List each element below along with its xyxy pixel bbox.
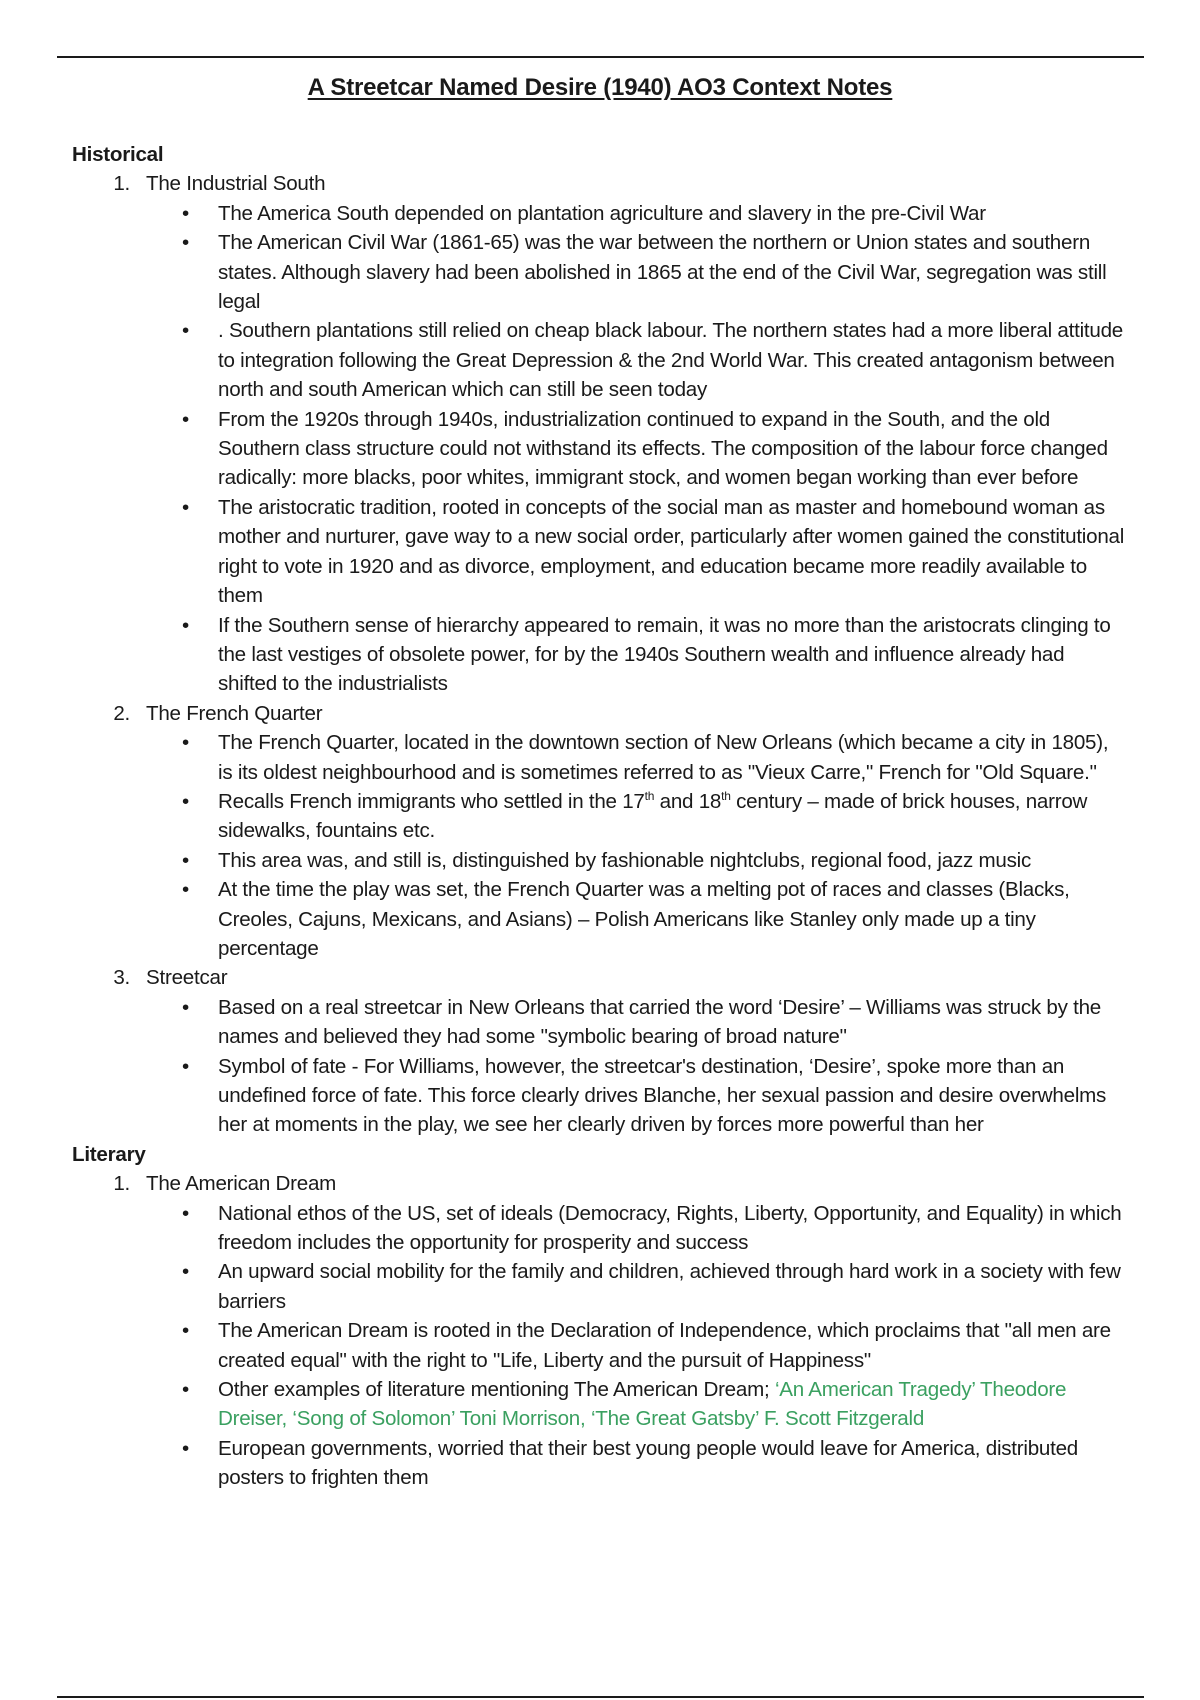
list-item <box>72 493 1132 611</box>
bullet-list-streetcar <box>72 993 1132 1140</box>
literature-examples: ‘An American Tragedy’ Theodore Dreiser, ‘Song of Solomon’ Toni Morrison, ‘The Great Gatsby’ F. Scott Fitzgerald <box>218 1378 1067 1431</box>
bullet-text-part: Recalls French immigrants who settled in the 17 <box>218 789 645 813</box>
topic-american-dream <box>72 1169 1132 1198</box>
bullet-text-part: and 18 <box>654 789 722 813</box>
bullet-text <box>218 790 1087 842</box>
bullet-text-part: Other examples of literature mentioning The American Dream; <box>218 1378 775 1402</box>
bullet-icon: • <box>182 878 189 902</box>
bullet-text-part: century – made of brick houses, narrow sidewalks, fountains etc. <box>218 789 1088 843</box>
bullet-text: The American Civil War (1861-65) was the war between the northern or Union states and southern states. Although slavery had been abolished in 1865 at the end of the Civil War, segregation was still legal <box>218 231 1107 314</box>
bullet-text: This area was, and still is, distinguished by fashionable nightclubs, regional food, jazz music <box>218 848 1032 872</box>
bullet-icon: • <box>182 995 189 1019</box>
bullet-icon: • <box>182 495 189 519</box>
list-item <box>72 875 1132 963</box>
topic-french-quarter <box>72 699 1132 728</box>
bullet-icon: • <box>182 1378 189 1402</box>
topic-title: The Industrial South <box>146 172 326 196</box>
bullet-text: From the 1920s through 1940s, industrialization continued to expand in the South, and the old Southern class structure could not withstand its effects. The composition of the labour force changed radically: more blacks, poor whites, immigrant stock, and women began working than ever before <box>218 407 1108 490</box>
bullet-icon: • <box>182 1436 189 1460</box>
bottom-rule <box>57 1696 1144 1698</box>
list-item <box>72 993 1132 1052</box>
list-item <box>72 787 1132 846</box>
bullet-icon: • <box>182 731 189 755</box>
list-item <box>72 228 1132 316</box>
list-item <box>72 1434 1132 1493</box>
list-item <box>72 1199 1132 1258</box>
bullet-icon: • <box>182 407 189 431</box>
topic-industrial-south <box>72 169 1132 198</box>
bullet-icon: • <box>182 1260 189 1284</box>
topic-title: The American Dream <box>146 1172 337 1196</box>
bullet-icon: • <box>182 1054 189 1078</box>
bullet-icon: • <box>182 613 189 637</box>
topic-number: 1. <box>113 172 130 196</box>
bullet-text <box>218 1378 1066 1430</box>
list-item <box>72 611 1132 699</box>
bullet-text: Symbol of fate - For Williams, however, the streetcar's destination, ‘Desire’, spoke more than an undefined force of fate. This force clearly drives Blanche, her sexual passion and desire overwhelms her at moments in the play, we see her clearly driven by forces more powerful than her <box>218 1054 1107 1137</box>
section-heading-historical: Historical <box>72 143 164 166</box>
bullet-text: At the time the play was set, the French Quarter was a melting pot of races and classes (Blacks, Creoles, Cajuns, Mexicans, and Asians) – Polish Americans like Stanley only made up a tiny percentage <box>218 878 1070 960</box>
topic-title: The French Quarter <box>146 701 323 725</box>
topic-title: Streetcar <box>146 966 228 990</box>
list-item <box>72 1257 1132 1316</box>
document-title: A Streetcar Named Desire (1940) AO3 Context Notes <box>307 74 893 101</box>
notes-body <box>72 140 1132 1493</box>
bullet-icon: • <box>182 1319 189 1343</box>
list-item <box>72 405 1132 493</box>
bullet-list-industrial-south <box>72 199 1132 699</box>
bullet-text: National ethos of the US, set of ideals (Democracy, Rights, Liberty, Opportunity, and Equality) in which freedom includes the opportunity for prosperity and success <box>218 1201 1122 1255</box>
bullet-text: The American Dream is rooted in the Declaration of Independence, which proclaims that "all men are created equal" with the right to "Life, Liberty and the pursuit of Happiness" <box>218 1319 1111 1372</box>
bullet-text: European governments, worried that their best young people would leave for America, distributed posters to frighten them <box>218 1436 1079 1490</box>
list-item <box>72 1375 1132 1434</box>
bullet-text: The aristocratic tradition, rooted in concepts of the social man as master and homebound woman as mother and nurturer, gave way to a new social order, particularly after women gained the constitutional right to vote in 1920 and as divorce, employment, and education became more readily available to them <box>218 495 1125 608</box>
bullet-text: Based on a real streetcar in New Orleans that carried the word ‘Desire’ – Williams was struck by the names and believed they had some "symbolic bearing of broad nature" <box>218 995 1102 1049</box>
bullet-icon: • <box>182 789 189 813</box>
ordinal-suffix: th <box>644 788 655 803</box>
topic-number: 1. <box>113 1172 130 1196</box>
list-item <box>72 199 1132 228</box>
bullet-icon: • <box>182 231 189 255</box>
section-heading-literary: Literary <box>72 1142 146 1166</box>
top-rule <box>57 56 1144 58</box>
bullet-icon: • <box>182 201 189 225</box>
bullet-icon: • <box>182 848 189 872</box>
bullet-text: An upward social mobility for the family and children, achieved through hard work in a society with few barriers <box>218 1260 1121 1313</box>
list-item <box>72 846 1132 875</box>
bullet-text: The America South depended on plantation agriculture and slavery in the pre-Civil War <box>218 201 986 225</box>
bullet-icon: • <box>182 319 189 343</box>
bullet-text: If the Southern sense of hierarchy appeared to remain, it was no more than the aristocrats clinging to the last vestiges of obsolete power, for by the 1940s Southern wealth and influence already had shifted to the industrialists <box>218 613 1111 696</box>
topic-number: 2. <box>113 701 130 725</box>
topic-streetcar <box>72 963 1132 992</box>
list-item <box>72 1316 1132 1375</box>
topic-number: 3. <box>113 966 130 990</box>
list-item <box>72 728 1132 787</box>
bullet-icon: • <box>182 1201 189 1225</box>
list-item <box>72 1052 1132 1140</box>
ordinal-suffix: th <box>721 788 731 803</box>
list-item <box>72 316 1132 404</box>
bullet-list-french-quarter <box>72 728 1132 963</box>
bullet-text: The French Quarter, located in the downtown section of New Orleans (which became a city in 1805), is its oldest neighbourhood and is sometimes referred to as "Vieux Carre," French for "Old Square." <box>218 731 1109 784</box>
bullet-text: . Southern plantations still relied on cheap black labour. The northern states had a more liberal attitude to integration following the Great Depression & the 2nd World War. This created antagonism between north and south American which can still be seen today <box>218 319 1123 402</box>
bullet-list-american-dream <box>72 1199 1132 1493</box>
